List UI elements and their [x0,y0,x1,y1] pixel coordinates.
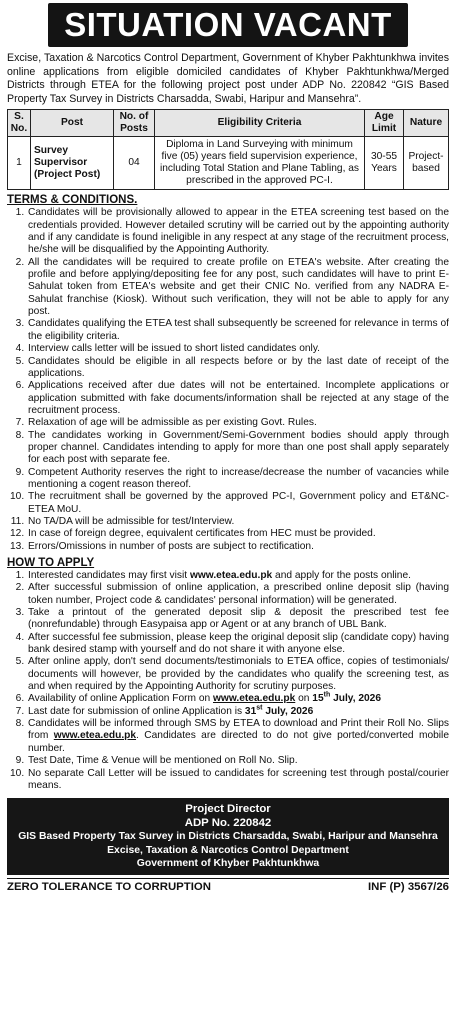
date-day: 15 [312,693,324,705]
list-item: 3. Take a printout of the generated deposit slip & deposit the prescribed test fee (nonrefundable) through Easypaisa app or Agent or at any branch of UBL Bank. [27,607,449,632]
apply-text: Last date for submission of online Application is [28,705,245,717]
list-item: 6. Applications received after due dates will not be entertained. Incomplete applications or application submitted with fake documents/information shall be rejected at any stage of the recruitment process. [27,380,449,417]
etea-link[interactable]: www.etea.edu.pk [53,730,137,742]
cell-sno: 1 [8,137,31,190]
header-post: Post [31,110,114,137]
apply-text: and apply for the posts online. [272,570,411,581]
inf-number: INF (P) 3567/26 [367,880,449,893]
date-month: July, 2026 [330,693,382,705]
list-item [27,718,449,755]
issuer-title: Project Director [185,803,271,816]
list-item [27,706,449,718]
list-item: 13. Errors/Omissions in number of posts are subject to rectification. [27,541,449,553]
header-nature: Nature [404,110,449,137]
date-day: 31 [244,705,257,717]
list-item: 9. Test Date, Time & Venue will be mentioned on Roll No. Slip. [27,755,449,767]
header-sno: S. No. [8,110,31,137]
bottom-bar [7,878,449,893]
last-date [245,706,313,717]
cell-nature: Project-based [404,137,449,190]
cell-post: Survey Supervisor (Project Post) [31,137,114,190]
terms-heading: TERMS & CONDITIONS. [7,194,138,207]
issuer-government: Government of Khyber Pakhtunkhwa [136,858,320,870]
issuer-project: GIS Based Property Tax Survey in Districts Charsadda, Swabi, Haripur and Mansehra [18,831,438,843]
header-age: Age Limit [365,110,404,137]
table-row [8,137,449,190]
list-item: 2. All the candidates will be required to create profile on ETEA's website. After creating the profile and before applying/depositing fee for any post, such candidates will have to print E-Sahulat token from ETEA's website and get their CNIC No. verified from any NADRA E-Sahulat franchise (Kiosk). Without such verification, they will not be able to apply for any post. [27,257,449,319]
apply-list [7,570,449,792]
list-item: 2. After successful submission of online application, a prescribed online deposit slip (having token number, Project code & candidates' personal information) will be generated. [27,582,449,607]
list-item [27,570,449,582]
list-item: 5. After online apply, don't send documents/testimonials to ETEA office, copies of testimonials/ documents will however, be provided by the candidates who qualify the screening test, as and when required by the Appointing Authority for scrutiny purposes. [27,656,449,693]
slogan: ZERO TOLERANCE TO CORRUPTION [7,880,211,893]
header-criteria: Eligibility Criteria [155,110,365,137]
header-posts: No. of Posts [114,110,155,137]
advertisement-page [0,3,456,1027]
date-suffix: th [323,692,331,700]
list-item: 4. Interview calls letter will be issued to short listed candidates only. [27,343,449,355]
list-item: 12. In case of foreign degree, equivalent certificates from HEC must be provided. [27,528,449,540]
list-item: 1. Candidates will be provisionally allowed to appear in the ETEA screening test based on the credentials provided. However detailed scrutiny will be carried out by the appointing authority and if any candidate is found ineligible in any respect at any stage of the recruitment process, he/she will be disqualified by the Appointing Authority. [27,207,449,256]
cell-criteria: Diploma in Land Surveying with minimum five (05) years field supervision experience, including Total Station and Plane Tabling, as prescribed in the approved PC-I. [155,137,365,190]
etea-link[interactable]: www.etea.edu.pk [213,693,296,705]
apply-text: Availability of online Application Form on [28,693,213,705]
list-item: 10. No separate Call Letter will be issued to candidates for screening test through postal/courier means. [27,768,449,793]
issuer-adp: ADP No. 220842 [184,816,272,829]
list-item [27,693,449,705]
apply-text: on [295,693,313,705]
etea-link[interactable]: www.etea.edu.pk [189,570,273,581]
list-item: 11. No TA/DA will be admissible for test/Interview. [27,516,449,528]
apply-heading: HOW TO APPLY [7,557,95,569]
list-item: 8. The candidates working in Government/Semi-Government bodies should apply through proper channel. Candidates intending to apply for more than one post shall apply separately for each post with separate fee. [27,430,449,467]
list-item: 3. Candidates qualifying the ETEA test shall subsequently be screened for relevance in terms of the eligibility criteria. [27,318,449,343]
cell-posts: 04 [114,137,155,190]
list-item: 9. Competent Authority reserves the right to increase/decrease the number of vacancies while mentioning a cogent reason thereof. [27,467,449,492]
posts-table [7,109,449,190]
apply-text: Interested candidates may first visit [28,570,190,581]
date-month: July, 2026 [262,705,314,717]
list-item: 10. The recruitment shall be governed by the approved PC-I, Government policy and ET&NC-ETEA MoU. [27,491,449,516]
table-header-row [8,110,449,137]
list-item: 4. After successful fee submission, please keep the original deposit slip (candidate copy) having bank desired stamp with yourself and do not share it with anyone else. [27,632,449,657]
title-banner: SITUATION VACANT [48,3,408,47]
list-item: 5. Candidates should be eligible in all respects before or by the last date of receipt of the applications. [27,356,449,381]
intro-paragraph: Excise, Taxation & Narcotics Control Department, Government of Khyber Pakhtunkhwa invites online applications from eligible domiciled candidates of Khyber Pakhtunkhwa/Merged Districts through ETEA for the following project post under ADP No. 220842 “GIS Based Property Tax Survey in Districts Charsadda, Swabi, Haripur and Mansehra”. [7,52,449,105]
issuer-department: Excise, Taxation & Narcotics Control Department [107,844,349,856]
terms-list [7,207,449,553]
apply-text: . Candidates are directed to do not give ported/converted mobile number. [28,730,449,754]
cell-age: 30-55 Years [365,137,404,190]
apply-text: Candidates will be informed through SMS by ETEA to download and Print their Roll No. Slips from [28,718,449,742]
availability-date [312,693,381,704]
date-suffix: st [256,704,263,712]
list-item: 7. Relaxation of age will be admissible as per existing Govt. Rules. [27,417,449,429]
issuer-box [7,798,449,875]
